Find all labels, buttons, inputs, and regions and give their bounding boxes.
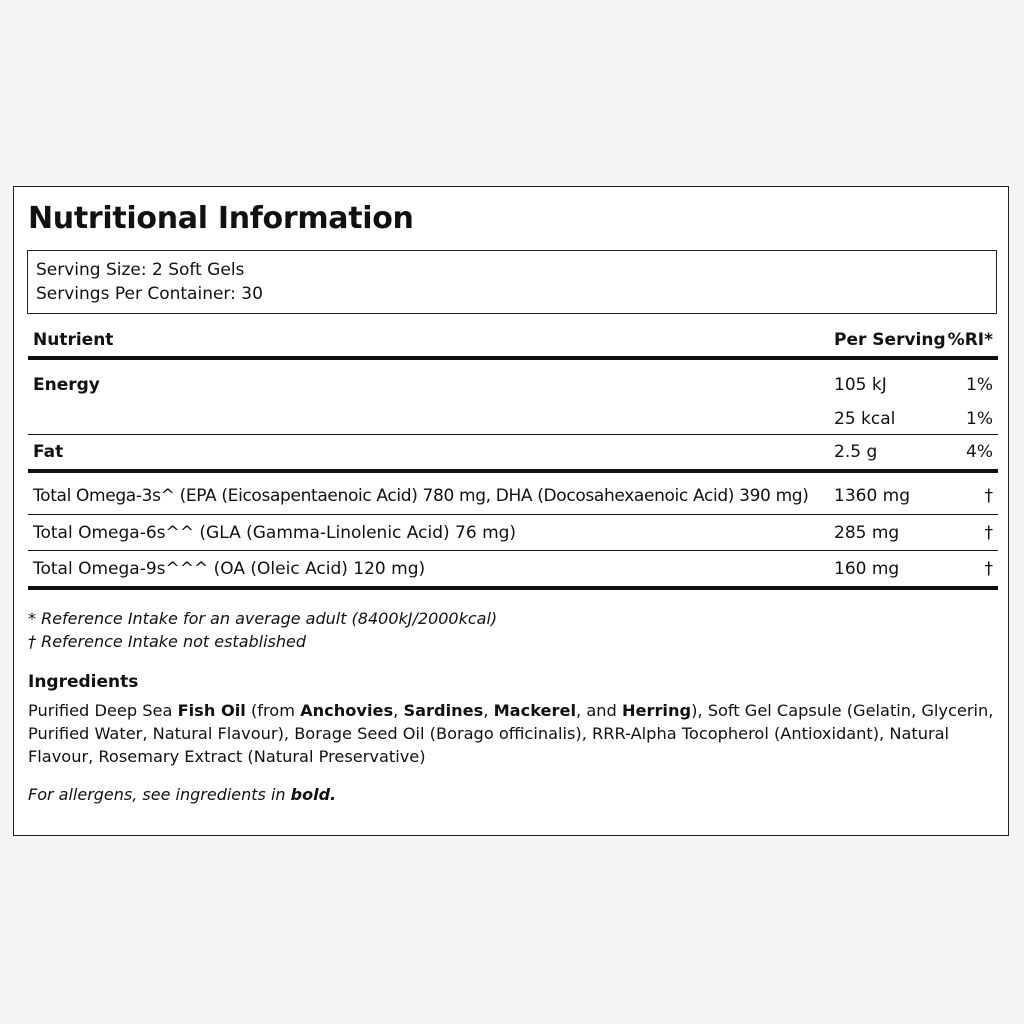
ingredients-part: Purified Deep Sea bbox=[28, 701, 178, 720]
omega6-value: 285 mg bbox=[834, 523, 900, 543]
omega6-ri: † bbox=[984, 523, 993, 543]
ingredients-part: , and bbox=[576, 701, 622, 720]
allergen-mackerel: Mackerel bbox=[493, 701, 577, 720]
energy-kcal: 25 kcal bbox=[834, 409, 896, 429]
ingredients-part: (from bbox=[245, 701, 301, 720]
footnotes bbox=[28, 607, 998, 653]
allergen-sardines: Sardines bbox=[403, 701, 484, 720]
omega6-label: Total Omega-6s^^ (GLA (Gamma-Linolenic Acid) 76 mg) bbox=[33, 523, 517, 543]
omega9-label: Total Omega-9s^^^ (OA (Oleic Acid) 120 mg) bbox=[33, 559, 426, 579]
omega3-value: 1360 mg bbox=[834, 486, 911, 506]
omega9-ri: † bbox=[984, 559, 993, 579]
omega9-value: 160 mg bbox=[834, 559, 900, 579]
energy-label: Energy bbox=[33, 375, 100, 395]
table-bottom-divider bbox=[28, 586, 998, 590]
omega3-label: Total Omega-3s^ (EPA (Eicosapentaenoic Acid) 780 mg, DHA (Docosahexaenoic Acid) 390 mg) bbox=[33, 486, 809, 506]
ingredients-heading: Ingredients bbox=[28, 672, 139, 692]
table-row-omega9 bbox=[28, 551, 998, 586]
table-header-row bbox=[28, 326, 998, 356]
energy-kj-ri: 1% bbox=[966, 375, 993, 395]
serving-info-box bbox=[27, 250, 997, 314]
allergen-note-bold: bold. bbox=[290, 785, 337, 804]
allergen-note-text: For allergens, see ingredients in bbox=[28, 785, 291, 804]
table-row-energy bbox=[28, 360, 998, 434]
allergen-herring: Herring bbox=[621, 701, 692, 720]
energy-kcal-ri: 1% bbox=[966, 409, 993, 429]
ingredients-part: ), Soft Gel Capsule (Gelatin, Glycerin, Purified Water, Natural Flavour), Borage Seed Oil (Borago officinalis), RRR-Alpha Tocopherol (Antioxidant), Natural Flavour, Rosemary Extract (Natural Preservative) bbox=[28, 701, 994, 766]
energy-kj: 105 kJ bbox=[834, 375, 887, 395]
page-title: Nutritional Information bbox=[28, 201, 414, 236]
omega3-ri: † bbox=[984, 486, 993, 506]
ingredients-part: , bbox=[393, 701, 404, 720]
allergen-note bbox=[28, 785, 336, 804]
table-row-fat bbox=[28, 435, 998, 469]
header-ri: %RI* bbox=[947, 330, 993, 350]
fat-value: 2.5 g bbox=[834, 442, 878, 462]
allergen-fish-oil: Fish Oil bbox=[177, 701, 246, 720]
fat-ri: 4% bbox=[966, 442, 993, 462]
servings-per-container: Servings Per Container: 30 bbox=[36, 284, 263, 304]
allergen-anchovies: Anchovies bbox=[300, 701, 394, 720]
table-row-omega6 bbox=[28, 515, 998, 550]
serving-size: Serving Size: 2 Soft Gels bbox=[36, 260, 245, 280]
dagger-footnote: † Reference Intake not established bbox=[28, 632, 307, 651]
header-nutrient: Nutrient bbox=[33, 330, 114, 350]
table-row-omega3 bbox=[28, 473, 998, 514]
fat-label: Fat bbox=[33, 442, 64, 462]
ingredients-text bbox=[28, 699, 994, 768]
header-per-serving: Per Serving bbox=[834, 330, 946, 350]
nutrition-panel bbox=[13, 186, 1009, 836]
nutrition-table bbox=[28, 326, 998, 590]
ri-footnote: * Reference Intake for an average adult (8400kJ/2000kcal) bbox=[28, 609, 498, 628]
ingredients-part: , bbox=[483, 701, 494, 720]
